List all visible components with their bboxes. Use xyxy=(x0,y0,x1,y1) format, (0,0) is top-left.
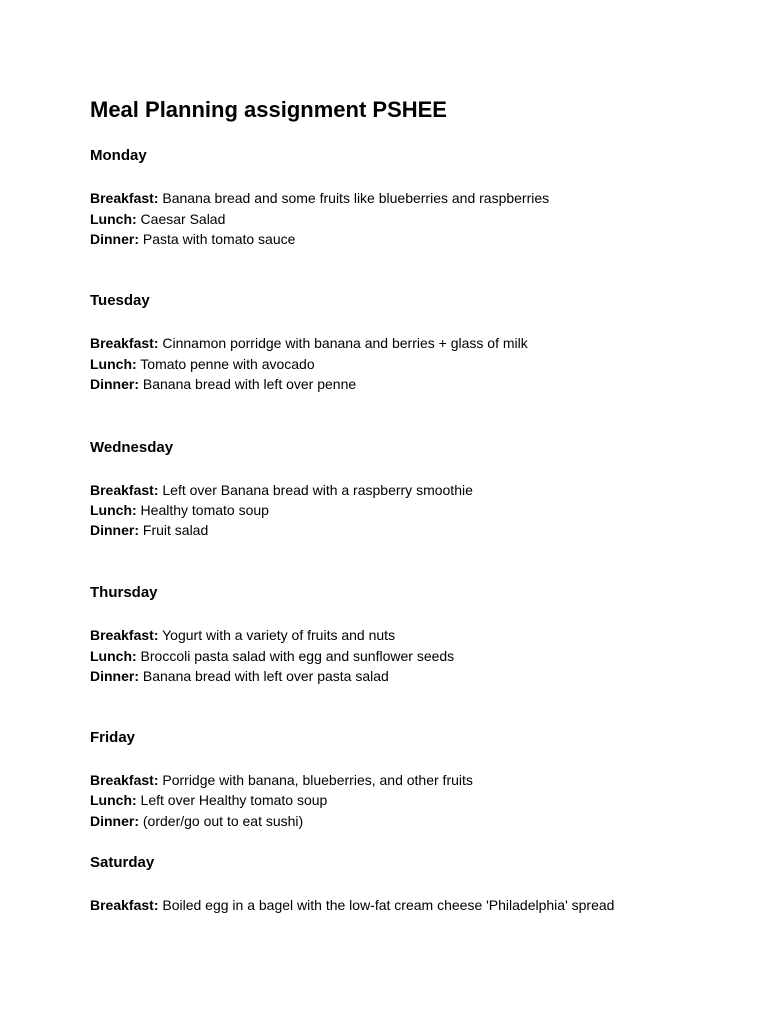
meal-line-saturday-breakfast xyxy=(90,895,614,915)
meal-label: Lunch: xyxy=(90,356,137,372)
meal-line-friday-breakfast xyxy=(90,770,473,790)
meal-line-tuesday-lunch xyxy=(90,354,315,374)
meal-text: Broccoli pasta salad with egg and sunflower seeds xyxy=(136,648,455,664)
meal-label: Breakfast: xyxy=(90,335,159,351)
meal-line-wednesday-lunch xyxy=(90,500,269,520)
meal-line-friday-lunch xyxy=(90,790,327,810)
day-heading-monday: Monday xyxy=(90,147,147,164)
meal-line-tuesday-dinner xyxy=(90,374,356,394)
meal-label: Lunch: xyxy=(90,792,137,808)
meal-text: Pasta with tomato sauce xyxy=(139,231,296,247)
meal-text: Left over Banana bread with a raspberry smoothie xyxy=(158,482,473,498)
meal-label: Dinner: xyxy=(90,668,139,684)
meal-text: Banana bread with left over pasta salad xyxy=(139,668,389,684)
meal-line-monday-lunch xyxy=(90,209,225,229)
meal-text: Cinnamon porridge with banana and berries + glass of milk xyxy=(158,335,528,351)
meal-label: Dinner: xyxy=(90,813,139,829)
meal-text: Banana bread with left over penne xyxy=(139,376,357,392)
meal-text: Fruit salad xyxy=(139,522,209,538)
meal-text: Banana bread and some fruits like blueberries and raspberries xyxy=(158,190,550,206)
meal-label: Breakfast: xyxy=(90,482,159,498)
meal-text: (order/go out to eat sushi) xyxy=(139,813,304,829)
meal-line-monday-breakfast xyxy=(90,188,549,208)
day-heading-friday: Friday xyxy=(90,729,136,746)
meal-text: Boiled egg in a bagel with the low-fat cream cheese 'Philadelphia' spread xyxy=(158,897,615,913)
meal-label: Lunch: xyxy=(90,648,137,664)
day-heading-thursday: Thursday xyxy=(90,584,158,601)
meal-text: Caesar Salad xyxy=(136,211,226,227)
meal-line-wednesday-breakfast xyxy=(90,480,473,500)
meal-line-monday-dinner xyxy=(90,229,295,249)
meal-label: Dinner: xyxy=(90,231,139,247)
day-heading-tuesday: Tuesday xyxy=(90,292,150,309)
meal-text: Tomato penne with avocado xyxy=(136,356,315,372)
meal-line-thursday-lunch xyxy=(90,646,454,666)
page-title: Meal Planning assignment PSHEE xyxy=(90,97,447,122)
meal-text: Healthy tomato soup xyxy=(136,502,269,518)
meal-line-tuesday-breakfast xyxy=(90,333,528,353)
meal-label: Breakfast: xyxy=(90,190,159,206)
meal-text: Yogurt with a variety of fruits and nuts xyxy=(158,627,396,643)
meal-label: Dinner: xyxy=(90,522,139,538)
meal-label: Breakfast: xyxy=(90,627,159,643)
meal-label: Dinner: xyxy=(90,376,139,392)
meal-line-wednesday-dinner xyxy=(90,520,208,540)
meal-line-thursday-dinner xyxy=(90,666,389,686)
meal-label: Lunch: xyxy=(90,502,137,518)
meal-text: Porridge with banana, blueberries, and other fruits xyxy=(158,772,473,788)
meal-label: Breakfast: xyxy=(90,897,159,913)
day-heading-wednesday: Wednesday xyxy=(90,439,174,456)
meal-line-friday-dinner xyxy=(90,811,303,831)
meal-line-thursday-breakfast xyxy=(90,625,395,645)
meal-text: Left over Healthy tomato soup xyxy=(136,792,328,808)
day-heading-saturday: Saturday xyxy=(90,854,155,871)
meal-label: Lunch: xyxy=(90,211,137,227)
meal-label: Breakfast: xyxy=(90,772,159,788)
